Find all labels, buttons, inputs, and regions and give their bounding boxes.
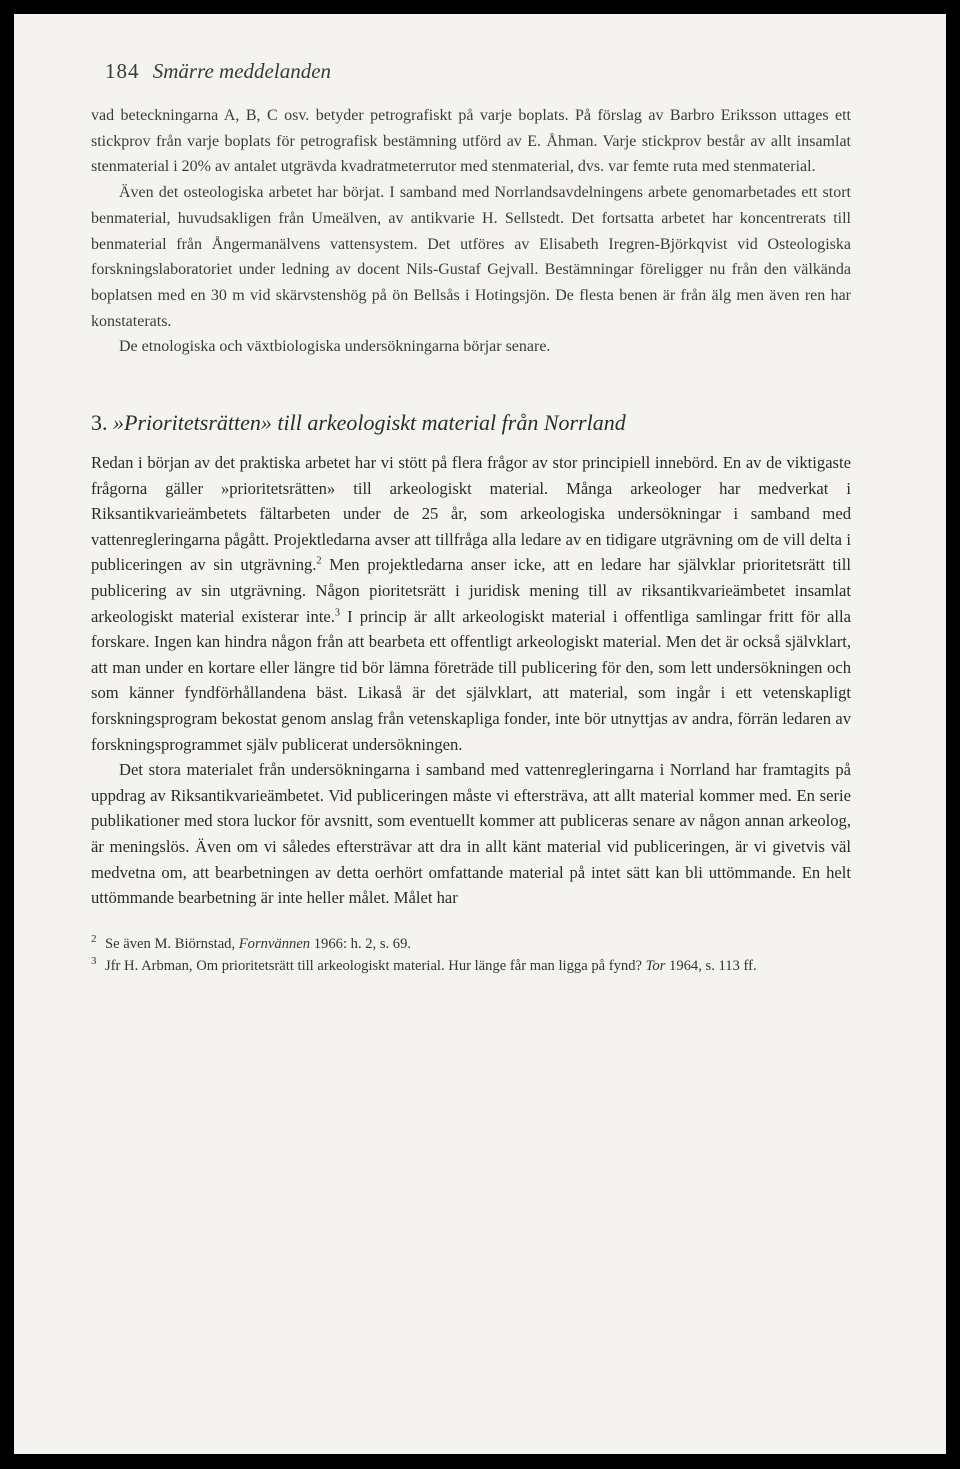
page-content xyxy=(91,58,851,977)
footnote-text: Jfr H. Arbman, Om prioritetsrätt till arkeologiskt material. Hur länge får man ligga på fynd? xyxy=(105,957,646,974)
footnote-text: Se även M. Biörnstad, xyxy=(105,935,239,952)
section-number: 3. xyxy=(91,410,108,436)
page-header xyxy=(105,58,851,84)
footnote-journal: Tor xyxy=(645,957,666,974)
footnote-ref-2[interactable]: 2 xyxy=(316,555,322,567)
section-heading xyxy=(91,409,851,437)
paragraph-main-1-text-c: I princip är allt arkeologiskt material i offentliga samlingar fritt för alla forskare. Ingen kan hindra någon från att bearbeta ett offentligt arkeologiskt material. Men det är också självklart, att man under en kortare eller längre tid bör lämna företräde till publicering för den, som lett undersökningen och som känner fyndförhållandena bäst. Likaså är det självklart, att material, som ingår i ett vetenskapligt forskningsprogram bekostat genom anslag från vetenskapliga fonder, inte bör utnyttjas av andra, förrän ledaren av forskningsprogrammet själv publicerat undersökningen. xyxy=(91,606,851,754)
footnotes xyxy=(91,933,851,977)
footnote-journal: Fornvännen xyxy=(238,935,311,952)
paragraph-main-2: Det stora materialet från undersökningarna i samband med vattenregleringarna i Norrland har framtagits på uppdrag av Riksantikvarieämbetet. Vid publiceringen måste vi eftersträva, att allt material kommer med. En serie publikationer med stora luckor för avsnitt, som eventuellt kommer att publiceras senare av någon annan arkeolog, är meningslös. Även om vi således eftersträvar att dra in allt känt material vid publiceringen, är vi givetvis väl medvetna om, att bearbetningen av detta oerhört omfattande material på intet sätt kan bli uttömmande. En helt uttömmande bearbetning är inte heller målet. Målet har xyxy=(91,760,851,908)
paragraph-main-1-text-a: Redan i början av det praktiska arbetet har vi stött på flera frågor av stor principiell innebörd. En av de viktigaste frågorna gäller »prioritetsrätten» till arkeologiskt material. Många arkeologer har medverkat i Riksantikvarieämbetets fältarbeten under de 25 år, som arkeologiska undersökningar i samband med vattenregleringarna pågått. Projektledarna avser att tillfråga alla ledare av en tidigare utgrävning om de vill delta i publiceringen av sin utgrävning. xyxy=(91,453,851,575)
document-page xyxy=(14,14,946,1454)
footnote-ref-3[interactable]: 3 xyxy=(334,607,340,619)
page-number: 184 xyxy=(105,59,140,83)
footnote-2: 2 Se även M. Biörnstad, Fornvännen 1966: h. 2, s. 69. xyxy=(91,932,412,952)
footnote-3: 3 Jfr H. Arbman, Om prioritetsrätt till arkeologiskt material. Hur länge får man ligga på fynd? Tor 1964, s. 113 ff. xyxy=(91,954,757,974)
paragraph-intro-1: vad beteckningarna A, B, C osv. betyder petrografiskt på varje boplats. På förslag av Barbro Eriksson uttages ett stickprov från varje boplats för petrografisk bestämning utförd av E. Åhman. Varje stickprov består av allt insamlat stenmaterial i 20% av antalet utgrävda kvadratmeterrutor med stenmaterial, dvs. var femte ruta med stenmaterial. xyxy=(91,107,851,176)
footnote-citation: 1964, s. 113 ff. xyxy=(665,957,757,974)
paragraph-main-1 xyxy=(91,450,851,757)
paragraph-intro-3: De etnologiska och växtbiologiska undersökningarna börjar senare. xyxy=(119,338,551,356)
running-title: Smärre meddelanden xyxy=(152,59,332,83)
section-title: »Prioritetsrätten» till arkeologiskt material från Norrland xyxy=(113,410,626,436)
footnote-citation: 1966: h. 2, s. 69. xyxy=(310,935,412,952)
paragraph-main-1-text-b: Men projektledarna anser icke, att en ledare har självklar prioritetsrätt till publicering av sin utgrävning. Någon pioritetsrätt i juridisk mening till av riksantikvarieämbetet insamlat arkeologiskt material existerar inte. xyxy=(91,555,851,626)
paragraph-intro-2: Även det osteologiska arbetet har börjat. I samband med Norrlandsavdelningens arbete genomarbetades ett stort benmaterial, huvudsakligen från Umeälven, av antikvarie H. Sellstedt. Det fortsatta arbetet har koncentrerats till benmaterial från Ångermanälvens vattensystem. Det utföres av Elisabeth Iregren-Björkqvist vid Osteologiska forskningslaboratoriet under ledning av docent Nils-Gustaf Gejvall. Bestämningar föreligger nu från den välkända boplatsen med en 30 m vid skärvstenshög på ön Bellsås i Hotingsjön. De flesta benen är från älg men även ren har konstaterats. xyxy=(91,184,851,330)
